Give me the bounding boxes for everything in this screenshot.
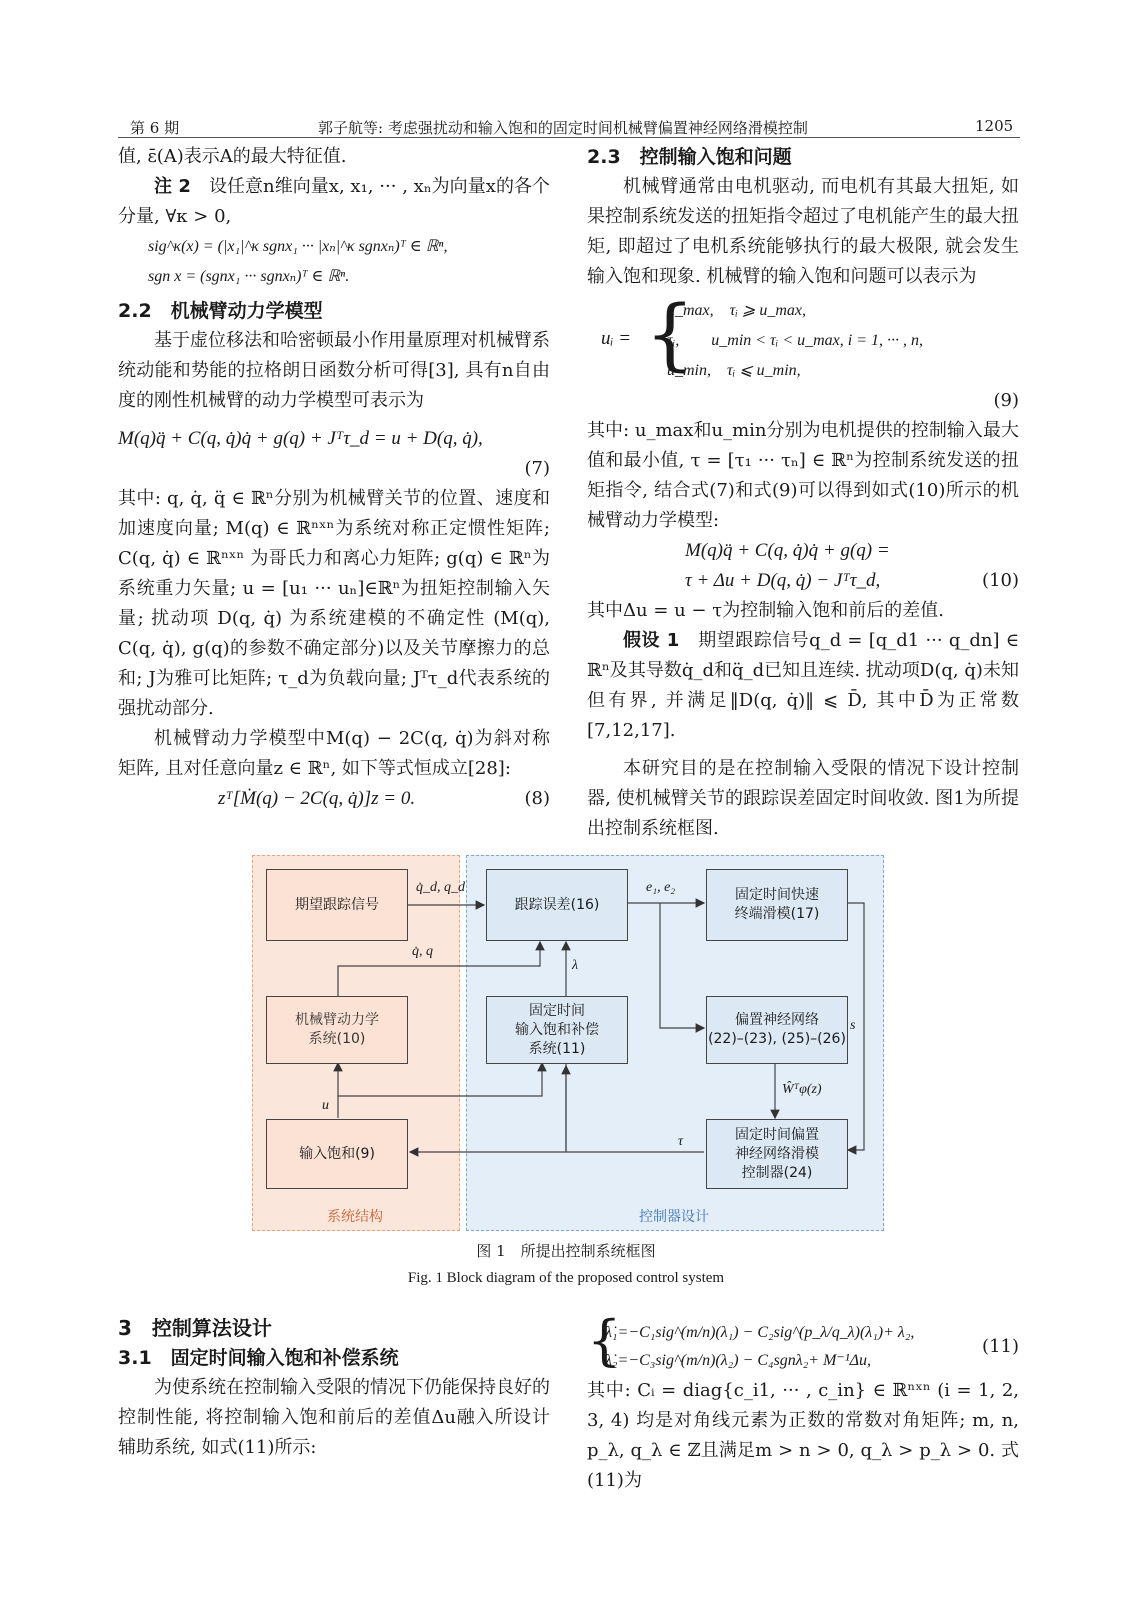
dynamics-block — [266, 996, 408, 1064]
bottom-left-column — [118, 1313, 550, 1463]
section-3-1-heading: 3.1 固定时间输入饱和补偿系统 — [118, 1347, 399, 1369]
block-label: 偏置神经网络 (22)–(23), (25)–(26) — [708, 1012, 846, 1047]
section-2-3-heading: 2.3 控制输入饱和问题 — [587, 146, 792, 168]
sgn-equation: sgn x = (sgnx₁ ··· sgnxₙ)ᵀ ∈ ℝⁿ. — [148, 268, 350, 285]
eq11-line1: λ̇₁=−C₁sig^(m/n)(λ₁) − C₂sig^(p_λ/q_λ)(λ₁)+ λ₂, — [605, 1324, 915, 1341]
signal-u: u — [322, 1098, 329, 1113]
block-label: 固定时间偏置 神经网络滑模 控制器(24) — [735, 1126, 819, 1181]
note-text: 设任意n维向量x, x₁, ··· , xₙ为向量x的各个分量, ∀κ > 0, — [118, 176, 551, 227]
signal-lambda: λ — [572, 958, 579, 973]
sig-equation: sig^κ(x) = (|x₁|^κ sgnx₁ ··· |xₙ|^κ sgnxₙ)ᵀ ∈ ℝⁿ, — [148, 238, 448, 255]
section-2-2-heading: 2.2 机械臂动力学模型 — [118, 300, 323, 322]
block-label: 期望跟踪信号 — [295, 896, 379, 913]
equation-8: zᵀ[Ṁ(q) − 2C(q, q̇)]z = 0. — [218, 788, 416, 809]
brace: { — [645, 290, 695, 380]
paragraph: 其中: q, q̇, q̈ ∈ ℝⁿ分别为机械臂关节的位置、速度和加速度向量; M(q) ∈ ℝⁿˣⁿ为系统对称正定惯性矩阵; C(q, q̇) ∈ ℝⁿˣⁿ 为哥氏力和离心力矩阵; g(q) ∈ ℝⁿ为系统重力矢量; u = [u₁ ··· uₙ]∈ℝⁿ为扭矩控制输入矢量; 扰动项 D(q, q̇) 为系统建模的不确定性 (M(q), C(q, q̇), g(q)的参数不确定部分)以及关节摩擦力的总和; J为雅可比矩阵; τ_d为负载向量; Jᵀτ_d代表系统的强扰动部分. — [118, 488, 550, 719]
assumption-label: 假设 1 — [623, 630, 680, 651]
eq9-case2: τᵢ, u_min < τᵢ < u_max, i = 1, ··· , n, — [667, 332, 924, 349]
saturation-compensation-block — [486, 996, 628, 1064]
block-label: 固定时间 输入饱和补偿 系统(11) — [515, 1002, 599, 1057]
neural-network-block — [706, 996, 848, 1064]
equation-9-number: (9) — [993, 390, 1019, 411]
issue-number: 第 6 期 — [130, 119, 180, 137]
paragraph: 本研究目的是在控制输入受限的情况下设计控制器, 使机械臂关节的跟踪误差固定时间收敛. 图1为所提出控制系统框图. — [587, 758, 1019, 839]
equation-8-number: (8) — [524, 788, 550, 809]
paragraph: 其中Δu = u − τ为控制输入饱和前后的差值. — [587, 600, 944, 621]
running-title: 郭子航等: 考虑强扰动和输入饱和的固定时间机械臂偏置神经网络滑模控制 — [318, 119, 808, 137]
paragraph: 其中: u_max和u_min分别为电机提供的控制输入最大值和最小值, τ = [τ₁ ··· τₙ] ∈ ℝⁿ为控制系统发送的扭矩指令, 结合式(7)和式(9)可以得到如式(10)所示的机械臂动力学模型: — [587, 420, 1019, 531]
equation-11-number: (11) — [982, 1336, 1019, 1357]
block-label: 跟踪误差(16) — [514, 896, 600, 913]
desired-signal-block — [266, 869, 408, 941]
equation-10a: M(q)q̈ + C(q, q̇)q̇ + g(q) = — [685, 540, 890, 561]
eq11-line2: λ̇₂=−C₃sig^(m/n)(λ₂) − C₄sgnλ₂+ M⁻¹Δu, — [605, 1352, 872, 1369]
bottom-right-column — [587, 1309, 1019, 1496]
sliding-mode-block — [706, 869, 848, 941]
paragraph: 基于虚位移法和哈密顿最小作用量原理对机械臂系统动能和势能的拉格朗日函数分析可得[3], 具有n自由度的刚性机械臂的动力学模型可表示为 — [118, 330, 550, 411]
equation-7-number: (7) — [524, 458, 550, 479]
figure-caption-cn: 图 1 所提出控制系统框图 — [476, 1242, 656, 1260]
paragraph: 为使系统在控制输入受限的情况下仍能保持良好的控制性能, 将控制输入饱和前后的差值Δu融入所设计辅助系统, 如式(11)所示: — [118, 1377, 550, 1458]
tracking-error-block — [486, 869, 628, 941]
paragraph: 机械臂通常由电机驱动, 而电机有其最大扭矩, 如果控制系统发送的扭矩指令超过了电机能产生的最大扭矩, 即超过了电机系统能够执行的最大极限, 就会发生输入饱和现象. 机械臂的输入饱和问题可以表示为 — [587, 176, 1019, 287]
note-label: 注 2 — [154, 176, 191, 197]
region-label-left: 系统结构 — [327, 1209, 383, 1225]
equation-10b: τ + Δu + D(q, q̇) − Jᵀτ_d, — [685, 570, 881, 591]
paragraph: 机械臂动力学模型中M(q) − 2C(q, q̇)为斜对称矩阵, 且对任意向量z ∈ ℝⁿ, 如下等式恒成立[28]: — [118, 728, 550, 779]
brace: { — [587, 1309, 622, 1372]
equation-11 — [587, 1309, 1019, 1376]
section-3-heading: 3 控制算法设计 — [118, 1316, 272, 1340]
page-number: 1205 — [975, 117, 1014, 135]
saturation-block — [266, 1119, 408, 1189]
block-label: 机械臂动力学 系统(10) — [295, 1012, 379, 1047]
eq9-lhs: uᵢ = — [601, 328, 632, 349]
signal-q: q̇, q — [412, 944, 433, 959]
signal-e: e₁, e₂ — [646, 880, 676, 895]
figure-caption-en: Fig. 1 Block diagram of the proposed control system — [407, 1270, 725, 1286]
block-label: 输入饱和(9) — [299, 1145, 375, 1162]
signal-w: Ŵᵀφ(z) — [782, 1082, 822, 1097]
equation-10-number: (10) — [982, 570, 1019, 591]
controller-block — [706, 1119, 848, 1189]
paragraph: 其中: Cᵢ = diag{c_i1, ··· , c_in} ∈ ℝⁿˣⁿ (i = 1, 2, 3, 4) 均是对角线元素为正数的常数对角矩阵; m, n, p_λ, q_λ ∈ ℤ且满足m > n > 0, q_λ > p_λ > 0. 式(11)为 — [587, 1380, 1019, 1491]
paragraph: 值, ε̄(A)表示A的最大特征值. — [118, 146, 347, 167]
signal-s: s — [850, 1018, 856, 1033]
eq9-case3: u_min, τᵢ ⩽ u_min, — [667, 362, 801, 379]
block-label: 固定时间快速 终端滑模(17) — [734, 887, 820, 922]
equation-7: M(q)q̈ + C(q, q̇)q̇ + g(q) + Jᵀτ_d = u + D(q, q̇), — [118, 428, 483, 449]
signal-qd: q̇_d, q_d — [416, 880, 465, 895]
signal-tau: τ — [678, 1134, 684, 1149]
eq9-case1: u_max, τᵢ ⩾ u_max, — [667, 302, 806, 319]
region-label-right: 控制器设计 — [639, 1209, 709, 1225]
assumption-text: 期望跟踪信号q_d = [q_d1 ··· q_dn] ∈ ℝⁿ及其导数q̇_d和q̈_d已知且连续. 扰动项D(q, q̇)未知但有界, 并满足‖D(q, q̇)‖ ⩽ D̄, 其中D̄为正常数[7,12,17]. — [587, 630, 1020, 741]
